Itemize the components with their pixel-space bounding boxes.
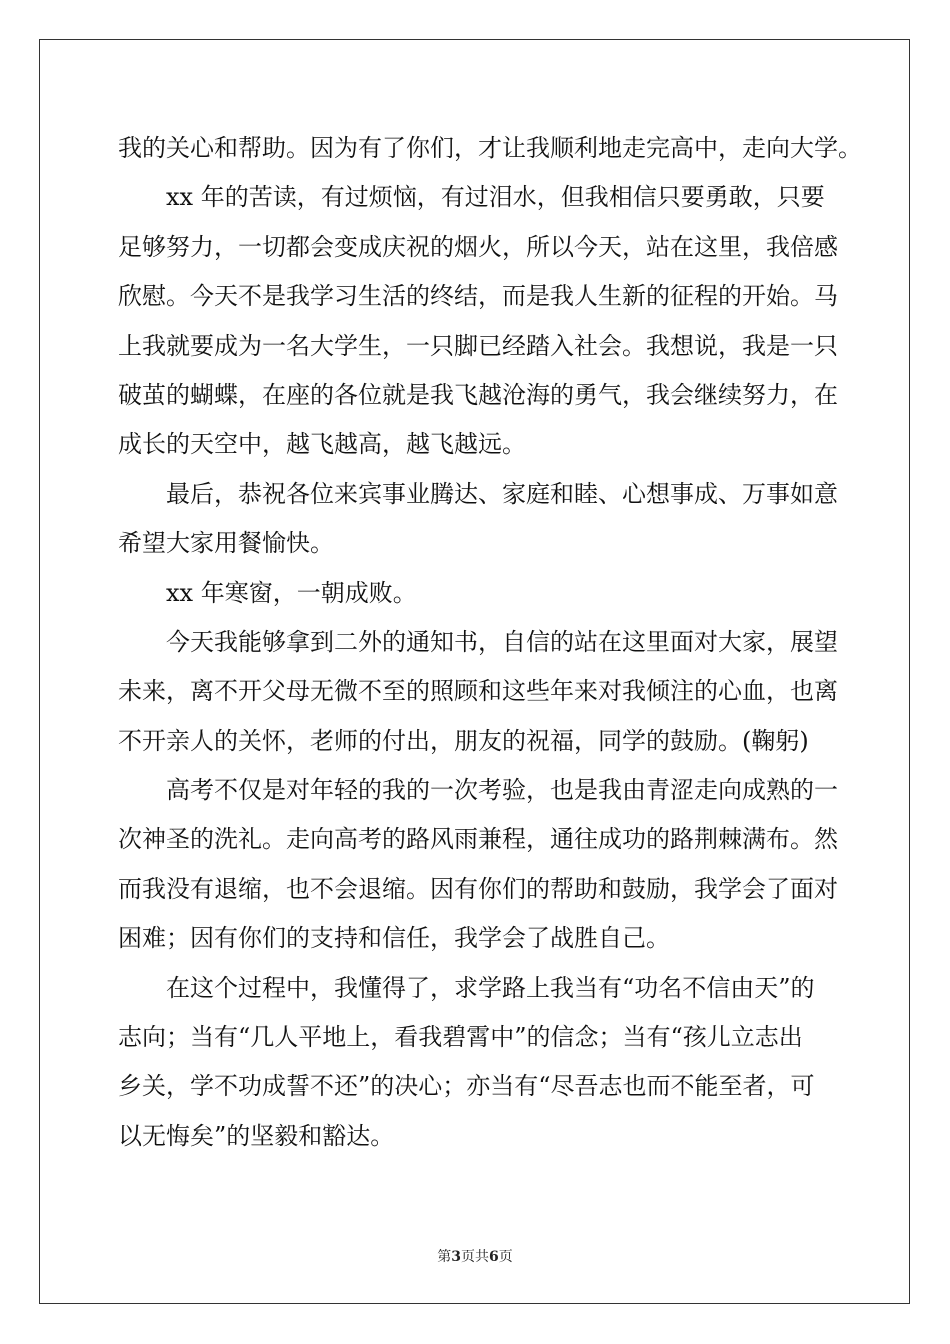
text-line: xx 年的苦读，有过烦恼，有过泪水，但我相信只要勇敢，只要 — [166, 183, 825, 212]
text-line: 次神圣的洗礼。走向高考的路风雨兼程，通往成功的路荆棘满布。然 — [118, 825, 838, 854]
text-line: 成长的天空中，越飞越高，越飞越远。 — [118, 430, 526, 459]
page-footer — [0, 1246, 950, 1266]
text-line: 足够努力，一切都会变成庆祝的烟火，所以今天，站在这里，我倍感 — [118, 232, 838, 261]
text-line: 志向；当有“几人平地上，看我碧霄中”的信念；当有“孩儿立志出 — [118, 1023, 803, 1052]
text-line: 在这个过程中，我懂得了，求学路上我当有“功名不信由天”的 — [166, 973, 815, 1002]
text-line: 破茧的蝴蝶，在座的各位就是我飞越沧海的勇气，我会继续努力，在 — [118, 380, 838, 409]
text-line: 困难；因有你们的支持和信任，我学会了战胜自己。 — [118, 924, 670, 953]
text-line: 我的关心和帮助。因为有了你们，才让我顺利地走完高中，走向大学。 — [118, 134, 862, 162]
text-line: 不开亲人的关怀，老师的付出，朋友的祝福，同学的鼓励。(鞠躬) — [118, 726, 809, 755]
footer-total-pages: 6 — [489, 1249, 499, 1265]
text-line: 以无悔矣”的坚毅和豁达。 — [118, 1121, 395, 1150]
text-line: 最后，恭祝各位来宾事业腾达、家庭和睦、心想事成、万事如意 — [166, 479, 838, 508]
document-body — [118, 124, 862, 1161]
text-line: 欣慰。今天不是我学习生活的终结，而是我人生新的征程的开始。马 — [118, 282, 838, 311]
footer-page-suffix: 页 — [461, 1249, 475, 1265]
text-line: 今天我能够拿到二外的通知书，自信的站在这里面对大家，展望 — [166, 627, 838, 656]
text-line: 上我就要成为一名大学生，一只脚已经踏入社会。我想说，我是一只 — [118, 331, 838, 360]
text-line: 高考不仅是对年轻的我的一次考验，也是我由青涩走向成熟的一 — [166, 776, 838, 805]
footer-total-prefix: 共 — [475, 1249, 489, 1265]
text-line: xx 年寒窗，一朝成败。 — [166, 578, 417, 607]
text-line: 未来，离不开父母无微不至的照顾和这些年来对我倾注的心血，也离 — [118, 677, 838, 706]
text-line: 希望大家用餐愉快。 — [118, 529, 334, 558]
text-line: 乡关，学不功成誓不还”的决心；亦当有“尽吾志也而不能至者，可 — [118, 1072, 815, 1101]
footer-total-suffix: 页 — [498, 1249, 513, 1265]
footer-page-number: 3 — [451, 1249, 461, 1265]
text-line: 而我没有退缩，也不会退缩。因有你们的帮助和鼓励，我学会了面对 — [118, 874, 838, 903]
footer-page-prefix: 第 — [437, 1249, 452, 1265]
